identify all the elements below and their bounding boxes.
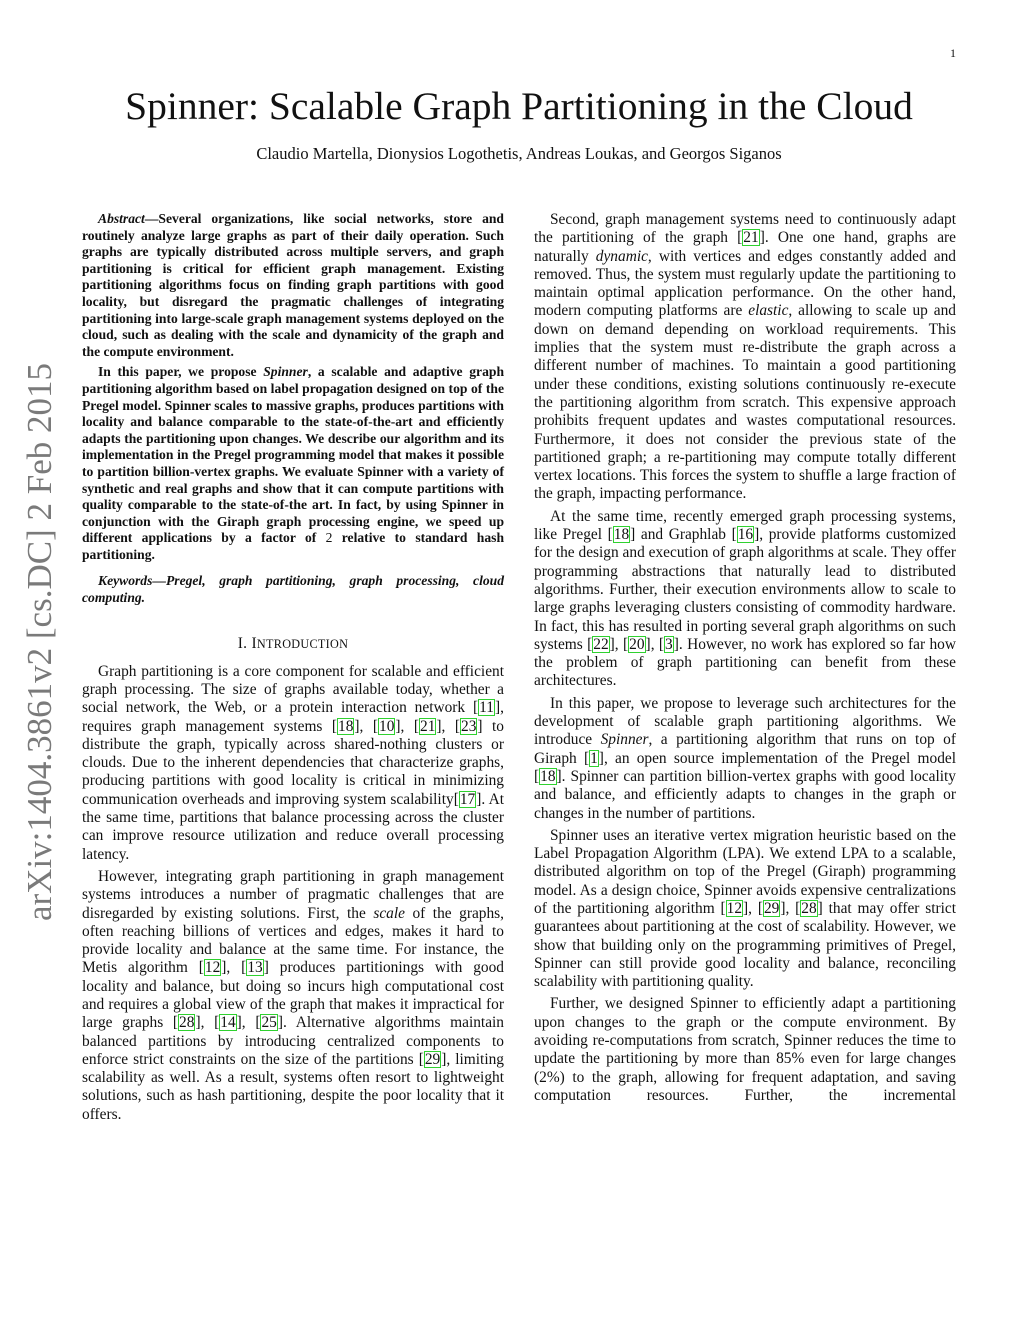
- paragraph-text: to distribute the graph, typically across shared-nothing clusters or clouds. Due to the inherent dependencies that characterize graphs, producing partitions with good locality is critical in minimizing communication overheads and improving system scalability: [82, 717, 504, 808]
- citation-link[interactable]: 12: [204, 959, 221, 977]
- citation-link[interactable]: 28: [801, 899, 817, 917]
- citation-link[interactable]: 28: [179, 1014, 195, 1032]
- citation-link[interactable]: 13: [247, 959, 263, 977]
- paragraph-text: , allowing to scale up and down on demand depending on workload requirements. This implies that the system must re-distribute the graph across a different number of machines. To maintain a good partitioning under these conditions, existing solutions continuously re-execute the partitioning algorithm from scratch. This expensive approach prohibits frequent updates and wastes computational resources. Furthermore, it does not consider the previous state of the partitioned graph; a re-partitioning may compute totally different vertex locations. This forces the system to shuffle a large fraction of the graph, impacting performance.: [534, 302, 956, 503]
- paragraph-text: At the same time, recently emerged graph processing systems, like Pregel: [534, 507, 956, 544]
- paragraph-text: and Graphlab: [635, 526, 732, 544]
- paragraph-text: , with vertices and edges constantly added and removed. Thus, the system must regularly update the partitioning to maintain optimal application performance. On the other hand, modern computing platforms are: [534, 247, 956, 320]
- body-paragraph: Spinner uses an iterative vertex migration heuristic based on the Label Propagation Algorithm (LPA). We extend LPA to a scalable, distributed algorithm on top of the Pregel (Giraph) programming model. As a design choice, Spinner avoids expensive centralizations of the partitioning algorithm [12], [29], [28] that may offer strict guarantees about partitioning at the cost of scalability. However, we show that building only on the programming primitives of Pregel, Spinner can still provide good locality and balance, reconciling scalability with partitioning quality.: [534, 826, 956, 991]
- paragraph-text: Further, we designed Spinner to efficiently adapt a partitioning upon changes to the graph or the compute environment. By avoiding re-computations from scratch, Spinner reduces the time to update the partitioning by more than 85% even for large changes (2%) to the graph, allowing for frequent adaptation, and saving computation resources. Further, the incremental: [534, 995, 956, 1104]
- citation-link[interactable]: 29: [424, 1050, 441, 1068]
- citation-link[interactable]: 22: [593, 635, 609, 653]
- paragraph-text: , a partitioning algorithm that runs on top of Giraph: [534, 731, 957, 767]
- paragraph-text: , limiting scalability as well. As a result, systems often resort to lightweight solutions, such as hash partitioning, despite the poor locality that it offers.: [82, 1050, 504, 1123]
- emphasis-text: Spinner: [263, 364, 308, 380]
- section-title-rest: NTRODUCTION: [256, 636, 349, 651]
- abstract-paragraph: [82, 211, 504, 360]
- paragraph-text: . At the same time, partitions that balance processing across the cluster can improve resource utilization and reduce overall processing latency.: [82, 790, 504, 863]
- citation-link[interactable]: 17: [459, 790, 476, 808]
- paragraph-text: . Spinner can partition billion-vertex graphs with good locality and balance, and efficiently adapts to changes in the graph or changes in the number of partitions.: [534, 767, 956, 822]
- paragraph-text: ,: [441, 717, 455, 735]
- paragraph-text: —Several organizations, like social networks, store and routinely analyze large graphs as part of their daily operation. Such graphs are typically distributed across multiple servers, and graph partitioning is critical for efficient graph management. Existing partitioning algorithms focus on finding graph partitions with good locality, but disregard the pragmatic challenges of integrating partitioning into large-scale graph management systems deployed on the cloud, such as dealing with the scale and dynamicity of the graph and the compute environment.: [82, 211, 504, 359]
- section-title-initial: I: [251, 634, 257, 652]
- citation-link[interactable]: 18: [613, 526, 630, 544]
- paragraph-text: . One one hand, graphs are naturally: [534, 229, 956, 265]
- paragraph-text: , provide platforms customized for the design and execution of graph algorithms at scale. They offer programming abstractions that naturally lead to distributed algorithms. Further, their execution environments allow to scale to large graphs leveraging clusters consisting of commodity hardware. In fact, this has resulted in porting several graph algorithms on such systems: [534, 526, 956, 653]
- page-number: 1: [950, 46, 956, 60]
- right-column: [534, 211, 956, 1109]
- abstract: [82, 211, 504, 607]
- citation-link[interactable]: 10: [379, 717, 395, 735]
- body-paragraph: Graph partitioning is a core component for scalable and efficient graph processing. The size of graphs available today, whether a social network, the Web, or a protein interaction network [11], requires graph management systems [18], [10], [21], [23] to distribute the graph, typically across shared-nothing clusters or clouds. Due to the inherent dependencies that characterize graphs, producing partitions with good locality is critical in minimizing communication overheads and improving system scalability[17]. At the same time, partitions that balance processing across the cluster can improve resource utilization and reduce overall processing latency.: [82, 662, 504, 863]
- body-paragraph: However, integrating graph partitioning in graph management systems introduces a number of pragmatic challenges that are disregarded by existing solutions. First, the scale of the graphs, often reaching billions of vertices and edges, makes it hard to provide locality and balance at the same time. For instance, the Metis algorithm [12], [13] produces partitionings with good locality and balance, but doing so incurs high computational cost and requires a global view of the graph that makes it impractical for large graphs [28], [14], [25]. Alternative algorithms maintain balanced partitions by introducing centralized components to enforce strict constraints on the size of the partitions [29], limiting scalability as well. As a result, systems often resort to lightweight solutions, such as hash partitioning, despite the poor locality that it offers.: [82, 867, 504, 1123]
- paragraph-text: ,: [241, 1014, 256, 1032]
- citation-link[interactable]: 21: [743, 229, 759, 247]
- emphasis-text: Spinner: [600, 731, 649, 749]
- citation-link[interactable]: 18: [540, 767, 556, 785]
- paragraph-text: ,: [226, 959, 242, 977]
- math-number: 2: [325, 530, 333, 546]
- citation-link[interactable]: 11: [479, 699, 494, 717]
- citation-link[interactable]: 16: [737, 526, 754, 544]
- paragraph-text: , an open source implementation of the Pregel model: [603, 749, 957, 767]
- paragraph-text: Second, graph management systems need to continuously adapt the partitioning of the graph: [534, 211, 956, 247]
- paragraph-text: that may offer strict guarantees about partitioning at the cost of scalability. However, we show that building only on the programming primitives of Pregel, Spinner can still provide good locality and balance, reconciling scalability with partitioning quality.: [534, 899, 956, 991]
- body-paragraph: At the same time, recently emerged graph processing systems, like Pregel [18] and Graphlab [16], provide platforms customized for the design and execution of graph algorithms at scale. They offer programming abstractions that naturally lead to distributed algorithms. Further, their execution environments allow to scale to large graphs leveraging clusters consisting of commodity hardware. In fact, this has resulted in porting several graph algorithms on such systems [22], [20], [3]. However, no work has explored so far how the problem of graph partitioning can benefit from these architectures.: [534, 507, 956, 690]
- paragraph-text: , requires graph management systems: [82, 699, 504, 735]
- citation-link[interactable]: 3: [665, 635, 673, 653]
- paragraph-text: of the graphs, often reaching billions of vertices and edges, makes it hard to provide locality and balance at the same time. For instance, the Metis algorithm: [82, 904, 504, 977]
- paragraph-text: relative to standard hash partitioning.: [82, 530, 505, 562]
- paper-title: Spinner: Scalable Graph Partitioning in the Cloud: [125, 84, 913, 128]
- keywords: [82, 573, 504, 606]
- citation-link[interactable]: 1: [590, 749, 598, 767]
- emphasis-text: scale: [373, 904, 405, 922]
- left-body: [82, 663, 504, 1124]
- paragraph-text: In this paper, we propose: [98, 364, 264, 380]
- citation-link[interactable]: 21: [420, 717, 436, 735]
- paragraph-text: However, integrating graph partitioning in graph management systems introduces a number of pragmatic challenges that are disregarded by existing solutions. First, the: [82, 867, 504, 922]
- paragraph-text: , a scalable and adaptive graph partitioning algorithm based on label propagation designed on top of the Pregel model. Spinner scales to massive graphs, produces partitions with locality and balance comparable to the state-of-the-art and efficiently adapts the partitioning upon changes. We describe our algorithm and its implementation in the Pregel programming model that makes it possible to partition billion-vertex graphs. We evaluate Spinner with a variety of synthetic and real graphs and show that it can compute partitions with quality comparable to the state-of-the art. In fact, by using Spinner in conjunction with the Giraph graph processing engine, we speed up different applications by a factor of: [82, 364, 504, 546]
- paragraph-text: . However, no work has explored so far how the problem of graph partitioning can benefit from these architectures.: [534, 635, 956, 690]
- paragraph-text: Keywords—Pregel, graph partitioning, graph processing, cloud computing.: [82, 573, 504, 606]
- body-paragraph: In this paper, we propose to leverage such architectures for the development of scalable graph partitioning algorithms. We introduce Spinner, a partitioning algorithm that runs on top of Giraph [1], an open source implementation of the Pregel model [18]. Spinner can partition billion-vertex graphs with good locality and balance, and efficiently adapts to changes in the graph or changes in the number of partitions.: [534, 694, 957, 822]
- paragraph-text: Graph partitioning is a core component for scalable and efficient graph processing. The size of graphs available today, whether a social network, the Web, or a protein interaction network: [82, 662, 504, 717]
- section-number: I.: [237, 634, 248, 652]
- citation-link[interactable]: 18: [338, 717, 354, 735]
- paragraph-text: ,: [748, 899, 758, 917]
- citation-link[interactable]: 20: [629, 635, 645, 653]
- citation-link[interactable]: 25: [261, 1014, 277, 1032]
- body-paragraph: [534, 995, 956, 1105]
- paragraph-text: produces partitionings with good locality and balance, but doing so incurs high computational cost and requires a global view of the graph that makes it impractical for large graphs: [82, 959, 504, 1032]
- citation-link[interactable]: 14: [220, 1014, 236, 1032]
- author-list: Claudio Martella, Dionysios Logothetis, Andreas Loukas, and Georgos Siganos: [256, 144, 782, 163]
- citation-link[interactable]: 29: [763, 899, 780, 917]
- citation-link[interactable]: 12: [726, 899, 743, 917]
- paragraph-text: ,: [785, 899, 796, 917]
- body-paragraph: Second, graph management systems need to continuously adapt the partitioning of the graph [21]. One one hand, graphs are naturally dynamic, with vertices and edges constantly added and removed. Thus, the system must regularly update the partitioning to maintain optimal application performance. On the other hand, modern computing platforms are elastic, allowing to scale up and down on demand depending on workload requirements. This implies that the system must re-distribute the graph across a different number of machines. To maintain a good partitioning under these conditions, existing solutions continuously re-execute the partitioning algorithm from scratch. This expensive approach prohibits frequent updates and wastes computational resources. Furthermore, it does not consider the previous state of the partitioned graph; a re-partitioning may compute totally different vertex locations. This forces the system to shuffle a large fraction of the graph, impacting performance.: [534, 211, 956, 503]
- paragraph-text: Spinner uses an iterative vertex migration heuristic based on the Label Propagation Algorithm (LPA). We extend LPA to a scalable, distributed algorithm on top of the Pregel (Giraph) programming model. As a design choice, Spinner avoids expensive centralizations of the partitioning algorithm: [534, 826, 956, 917]
- emphasis-text: elastic: [748, 302, 789, 320]
- paragraph-text: ,: [650, 635, 659, 653]
- paragraph-text: ,: [614, 635, 624, 653]
- paragraph-text: ,: [359, 717, 373, 735]
- paragraph-text: In this paper, we propose to leverage such architectures for the development of scalable graph partitioning algorithms. We introduce: [534, 694, 956, 749]
- arxiv-identifier-stamp[interactable]: arXiv:1404.3861v2 [cs.DC] 2 Feb 2015: [20, 362, 59, 922]
- emphasis-text: dynamic: [595, 247, 648, 265]
- abstract-paragraph: [82, 364, 504, 563]
- section-heading-introduction: [82, 635, 504, 653]
- emphasis-text: Abstract: [98, 211, 145, 226]
- paragraph-text: ,: [200, 1014, 215, 1032]
- paragraph-text: ,: [400, 717, 414, 735]
- left-column: [82, 211, 504, 1128]
- citation-link[interactable]: 23: [461, 717, 477, 735]
- paragraph-text: . Alternative algorithms maintain balanced partitions by introducing centralized components to enforce strict constraints on the size of the partitions: [82, 1014, 504, 1068]
